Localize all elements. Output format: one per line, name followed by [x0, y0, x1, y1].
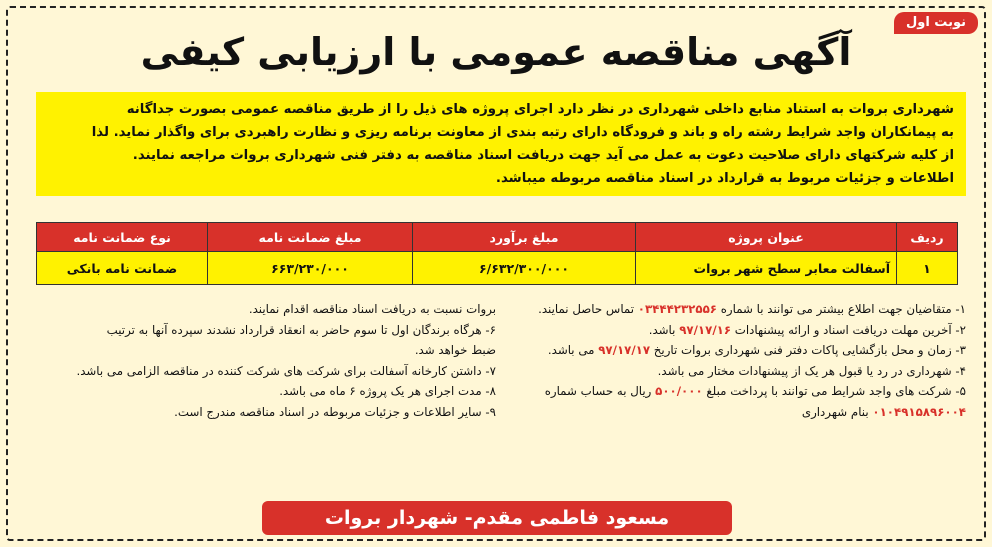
- intro-line: اطلاعات و جزئیات مربوط به قرارداد در اسناد مناقصه مربوطه میباشد.: [495, 171, 954, 186]
- notice-title: آگهی مناقصه عمومی با ارزیابی کیفی: [140, 30, 852, 74]
- intro-line: به پیمانکاران واجد شرایط رشته راه و باند و فرودگاه دارای رتبه بندی از معاونت برنامه ریزی و نظارت راهبردی برای واگذار نماید. لذا: [91, 125, 954, 140]
- condition-item: ۴- شهرداری در رد یا قبول هر یک از پیشنهادات مختار می باشد.: [657, 363, 966, 378]
- condition-item: ۲- آخرین مهلت دریافت اسناد و ارائه پیشنهادات ۹۷/۱۷/۱۶ باشد.: [648, 322, 966, 337]
- header-row-number: ردیف: [897, 223, 958, 252]
- intro-paragraph: [36, 92, 966, 196]
- opening-date: ۹۷/۱۷/۱۷: [598, 343, 651, 357]
- header-guarantee-type: نوع ضمانت نامه: [37, 223, 208, 252]
- condition-item: ضبط خواهد شد.: [414, 343, 496, 357]
- table-row: [37, 252, 958, 285]
- header-estimate: مبلغ برآورد: [413, 223, 636, 252]
- cell-project-title: آسفالت معابر سطح شهر بروات: [636, 252, 897, 285]
- document-fee: ۵۰۰/۰۰۰: [655, 384, 703, 398]
- condition-item: ۱- متقاضیان جهت اطلاع بیشتر می توانند با شماره ۰۳۴۴۴۲۳۲۵۵۶ تماس حاصل نمایند.: [538, 302, 966, 316]
- first-notice-badge: نوبت اول: [894, 12, 978, 34]
- condition-item: ۶- هرگاه برندگان اول تا سوم حاضر به انعقاد قرارداد نشدند سپرده آنها به ترتیب: [106, 322, 496, 337]
- project-table: [36, 222, 958, 285]
- header-guarantee-amount: مبلغ ضمانت نامه: [208, 223, 413, 252]
- condition-item: ۷- داشتن کارخانه آسفالت برای شرکت های شرکت کننده در مناقصه الزامی می باشد.: [76, 363, 496, 378]
- condition-item: ۹- سایر اطلاعات و جزئیات مربوطه در اسناد مناقصه مندرج است.: [174, 404, 496, 419]
- mayor-signature: مسعود فاطمی مقدم- شهردار بروات: [262, 501, 732, 535]
- cell-guarantee-amount: ۶۶۳/۲۳۰/۰۰۰: [208, 252, 413, 285]
- cell-estimate: ۶/۶۳۲/۳۰۰/۰۰۰: [413, 252, 636, 285]
- intro-line: از کلیه شرکتهای دارای صلاحیت دعوت به عمل می آید جهت دریافت اسناد مناقصه به دفتر فنی شهرداری بروات مراجعه نمایند.: [132, 148, 954, 163]
- condition-item: ۳- زمان و محل بازگشایی پاکات دفتر فنی شهرداری بروات تاریخ ۹۷/۱۷/۱۷ می باشد.: [547, 343, 966, 357]
- intro-line: شهرداری بروات به استناد منابع داخلی شهرداری در نظر دارد اجرای پروژه های ذیل را از طریق مناقصه عمومی بصورت جداگانه: [126, 102, 954, 117]
- conditions-list-left: [36, 299, 496, 422]
- conditions-list-right: [518, 299, 966, 422]
- cell-guarantee-type: ضمانت نامه بانکی: [37, 252, 208, 285]
- account-number: ۰۱۰۴۹۱۵۸۹۶۰۰۴: [872, 404, 966, 419]
- condition-item: بروات نسبت به دریافت اسناد مناقصه اقدام نمایند.: [248, 302, 496, 316]
- phone-number: ۰۳۴۴۴۲۳۲۵۵۶: [637, 302, 717, 316]
- header-project-title: عنوان پروژه: [636, 223, 897, 252]
- condition-item: ۰۱۰۴۹۱۵۸۹۶۰۰۴ بنام شهرداری: [801, 404, 966, 419]
- deadline-date: ۹۷/۱۷/۱۶: [679, 322, 732, 337]
- condition-item: ۵- شرکت های واجد شرایط می توانند با پرداخت مبلغ ۵۰۰/۰۰۰ ریال به حساب شماره: [544, 384, 966, 398]
- cell-row-number: ۱: [897, 252, 958, 285]
- condition-item: ۸- مدت اجرای هر یک پروژه ۶ ماه می باشد.: [279, 384, 496, 398]
- table-header-row: [37, 223, 958, 252]
